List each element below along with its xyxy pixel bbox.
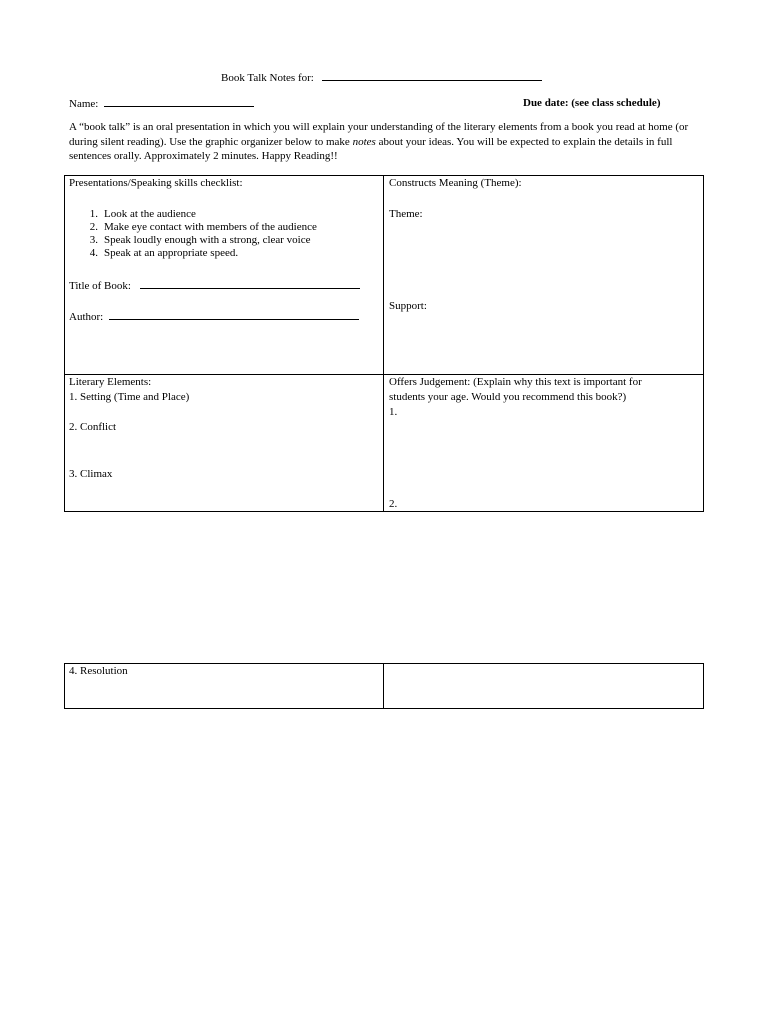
judgement-item-1: 1. <box>389 406 398 418</box>
due-date: Due date: (see class schedule) <box>523 97 661 109</box>
climax-label: 3. Climax <box>69 468 113 480</box>
checklist <box>84 208 317 260</box>
title-of-book-label: Title of Book: <box>69 280 131 292</box>
support-label: Support: <box>389 300 427 312</box>
checklist-item: 3. Speak loudly enough with a strong, clear voice <box>89 234 311 246</box>
table-column-divider <box>383 175 384 512</box>
setting-label: 1. Setting (Time and Place) <box>69 391 190 403</box>
checklist-item: 2. Make eye contact with members of the audience <box>89 221 317 233</box>
literary-elements-heading: Literary Elements: <box>69 376 152 388</box>
judgement-heading-line2: students your age. Would you recommend this book?) <box>389 391 627 403</box>
intro-notes-word: notes <box>352 135 376 148</box>
conflict-label: 2. Conflict <box>69 421 117 433</box>
intro-text-part2: about your ideas. You will be expected to explain the details in full sentences orally. Approximately 2 minutes. Happy Reading!! <box>69 135 673 162</box>
resolution-label: 4. Resolution <box>69 665 128 677</box>
title-of-book-row <box>69 279 360 293</box>
intro-text-part1: A “book talk” is an oral presentation in which you will explain your understanding of the literary elements from a book you read at home (or during silent reading). Use the graphic organizer below to make <box>69 121 689 148</box>
checklist-item: 4. Speak at an appropriate speed. <box>89 247 239 259</box>
theme-heading: Constructs Meaning (Theme): <box>389 177 522 189</box>
book-talk-title <box>221 71 542 85</box>
intro-paragraph <box>69 120 709 164</box>
title-of-book-blank[interactable] <box>140 279 360 289</box>
checklist-heading: Presentations/Speaking skills checklist: <box>69 177 243 189</box>
resolution-column-divider <box>383 663 384 709</box>
theme-label: Theme: <box>389 208 423 220</box>
author-row <box>69 310 359 324</box>
resolution-table <box>64 663 704 709</box>
name-row <box>69 97 254 111</box>
book-title-blank[interactable] <box>322 71 542 81</box>
judgement-heading-line1: Offers Judgement: (Explain why this text is important for <box>389 376 642 388</box>
book-talk-title-label: Book Talk Notes for: <box>221 72 314 84</box>
author-label: Author: <box>69 311 104 323</box>
checklist-item: 1. Look at the audience <box>89 208 196 220</box>
judgement-item-2: 2. <box>389 498 398 510</box>
author-blank[interactable] <box>109 310 359 320</box>
table-row-divider <box>64 374 704 375</box>
name-label: Name: <box>69 98 99 110</box>
name-blank[interactable] <box>104 97 254 107</box>
